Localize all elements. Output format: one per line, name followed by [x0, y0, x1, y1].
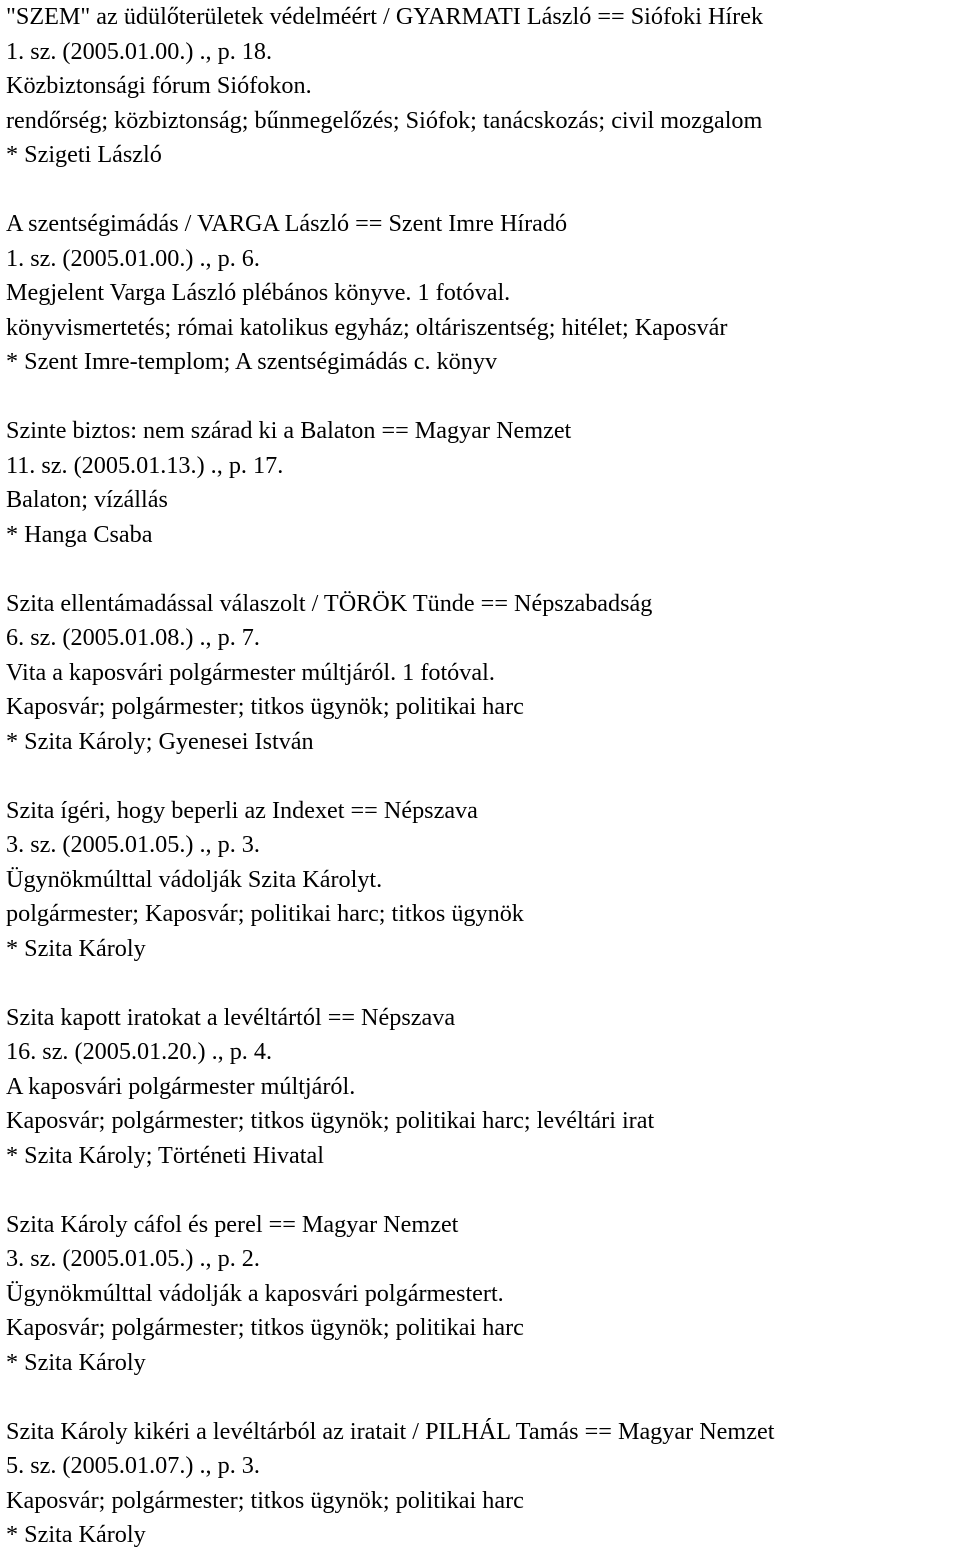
- entry-keywords: Kaposvár; polgármester; titkos ügynök; politikai harc: [6, 1314, 524, 1341]
- entry-title: A szentségimádás / VARGA László == Szent Imre Híradó: [6, 210, 568, 237]
- entry-names: * Szigeti László: [6, 141, 162, 168]
- entry-keywords: könyvismertetés; római katolikus egyház; oltáriszentség; hitélet; Kaposvár: [6, 313, 728, 341]
- entry-names: * Szita Károly: [6, 1521, 146, 1548]
- entry-issue: 6. sz. (2005.01.08.) ., p. 7.: [6, 624, 260, 651]
- bibliography-entry: [6, 207, 956, 380]
- entry-title: Szinte biztos: nem szárad ki a Balaton == Magyar Nemzet: [6, 417, 572, 444]
- entry-keywords: Kaposvár; polgármester; titkos ügynök; politikai harc: [6, 1486, 524, 1514]
- entry-keywords: Balaton; vízállás: [6, 486, 168, 513]
- entry-title: Szita kapott iratokat a levéltártól == Népszava: [6, 1003, 456, 1031]
- entry-title: Szita ellentámadással válaszolt / TÖRÖK Tünde == Népszabadság: [6, 589, 653, 617]
- entry-names: * Szita Károly: [6, 934, 146, 962]
- entry-keywords: Kaposvár; polgármester; titkos ügynök; politikai harc; levéltári irat: [6, 1107, 655, 1134]
- bibliography-entry: [6, 794, 956, 967]
- entry-issue: 11. sz. (2005.01.13.) ., p. 17.: [6, 451, 284, 479]
- entry-names: * Szita Károly; Történeti Hivatal: [6, 1141, 324, 1169]
- entry-issue: 1. sz. (2005.01.00.) ., p. 18.: [6, 37, 273, 65]
- entry-issue: 16. sz. (2005.01.20.) ., p. 4.: [6, 1038, 273, 1065]
- entry-issue: 3. sz. (2005.01.05.) ., p. 2.: [6, 1245, 260, 1272]
- entry-title: Szita Károly cáfol és perel == Magyar Nemzet: [6, 1210, 459, 1238]
- entry-title: Szita ígéri, hogy beperli az Indexet == Népszava: [6, 796, 478, 824]
- entry-names: * Szita Károly: [6, 1348, 146, 1376]
- entry-title: Szita Károly kikéri a levéltárból az iratait / PILHÁL Tamás == Magyar Nemzet: [6, 1417, 775, 1445]
- entry-summary: A kaposvári polgármester múltjáról.: [6, 1072, 356, 1100]
- entry-names: * Szita Károly; Gyenesei István: [6, 727, 314, 755]
- bibliography-entry: [6, 1208, 956, 1381]
- entry-issue: 3. sz. (2005.01.05.) ., p. 3.: [6, 831, 260, 858]
- entry-summary: Megjelent Varga László plébános könyve. 1 fotóval.: [6, 279, 511, 306]
- bibliography-entry: [6, 414, 956, 552]
- entry-summary: Ügynökmúlttal vádolják Szita Károlyt.: [6, 865, 383, 893]
- entry-issue: 5. sz. (2005.01.07.) ., p. 3.: [6, 1452, 260, 1479]
- entry-summary: Ügynökmúlttal vádolják a kaposvári polgármestert.: [6, 1279, 504, 1307]
- entry-keywords: rendőrség; közbiztonság; bűnmegelőzés; Siófok; tanácskozás; civil mozgalom: [6, 106, 763, 134]
- bibliography-entry: [6, 1001, 956, 1174]
- bibliography-entry: [6, 0, 956, 173]
- entry-issue: 1. sz. (2005.01.00.) ., p. 6.: [6, 244, 260, 272]
- bibliography-entry: [6, 587, 956, 760]
- entry-names: * Szent Imre-templom; A szentségimádás c. könyv: [6, 348, 498, 375]
- bibliography-entry: [6, 1415, 956, 1553]
- entry-summary: Vita a kaposvári polgármester múltjáról. 1 fotóval.: [6, 658, 495, 686]
- entry-keywords: polgármester; Kaposvár; politikai harc; titkos ügynök: [6, 900, 524, 927]
- entry-title: "SZEM" az üdülőterületek védelméért / GYARMATI László == Siófoki Hírek: [6, 3, 764, 30]
- entry-summary: Közbiztonsági fórum Siófokon.: [6, 72, 312, 99]
- entry-names: * Hanga Csaba: [6, 520, 153, 548]
- entry-keywords: Kaposvár; polgármester; titkos ügynök; politikai harc: [6, 693, 524, 720]
- bibliography-page: [6, 0, 956, 1553]
